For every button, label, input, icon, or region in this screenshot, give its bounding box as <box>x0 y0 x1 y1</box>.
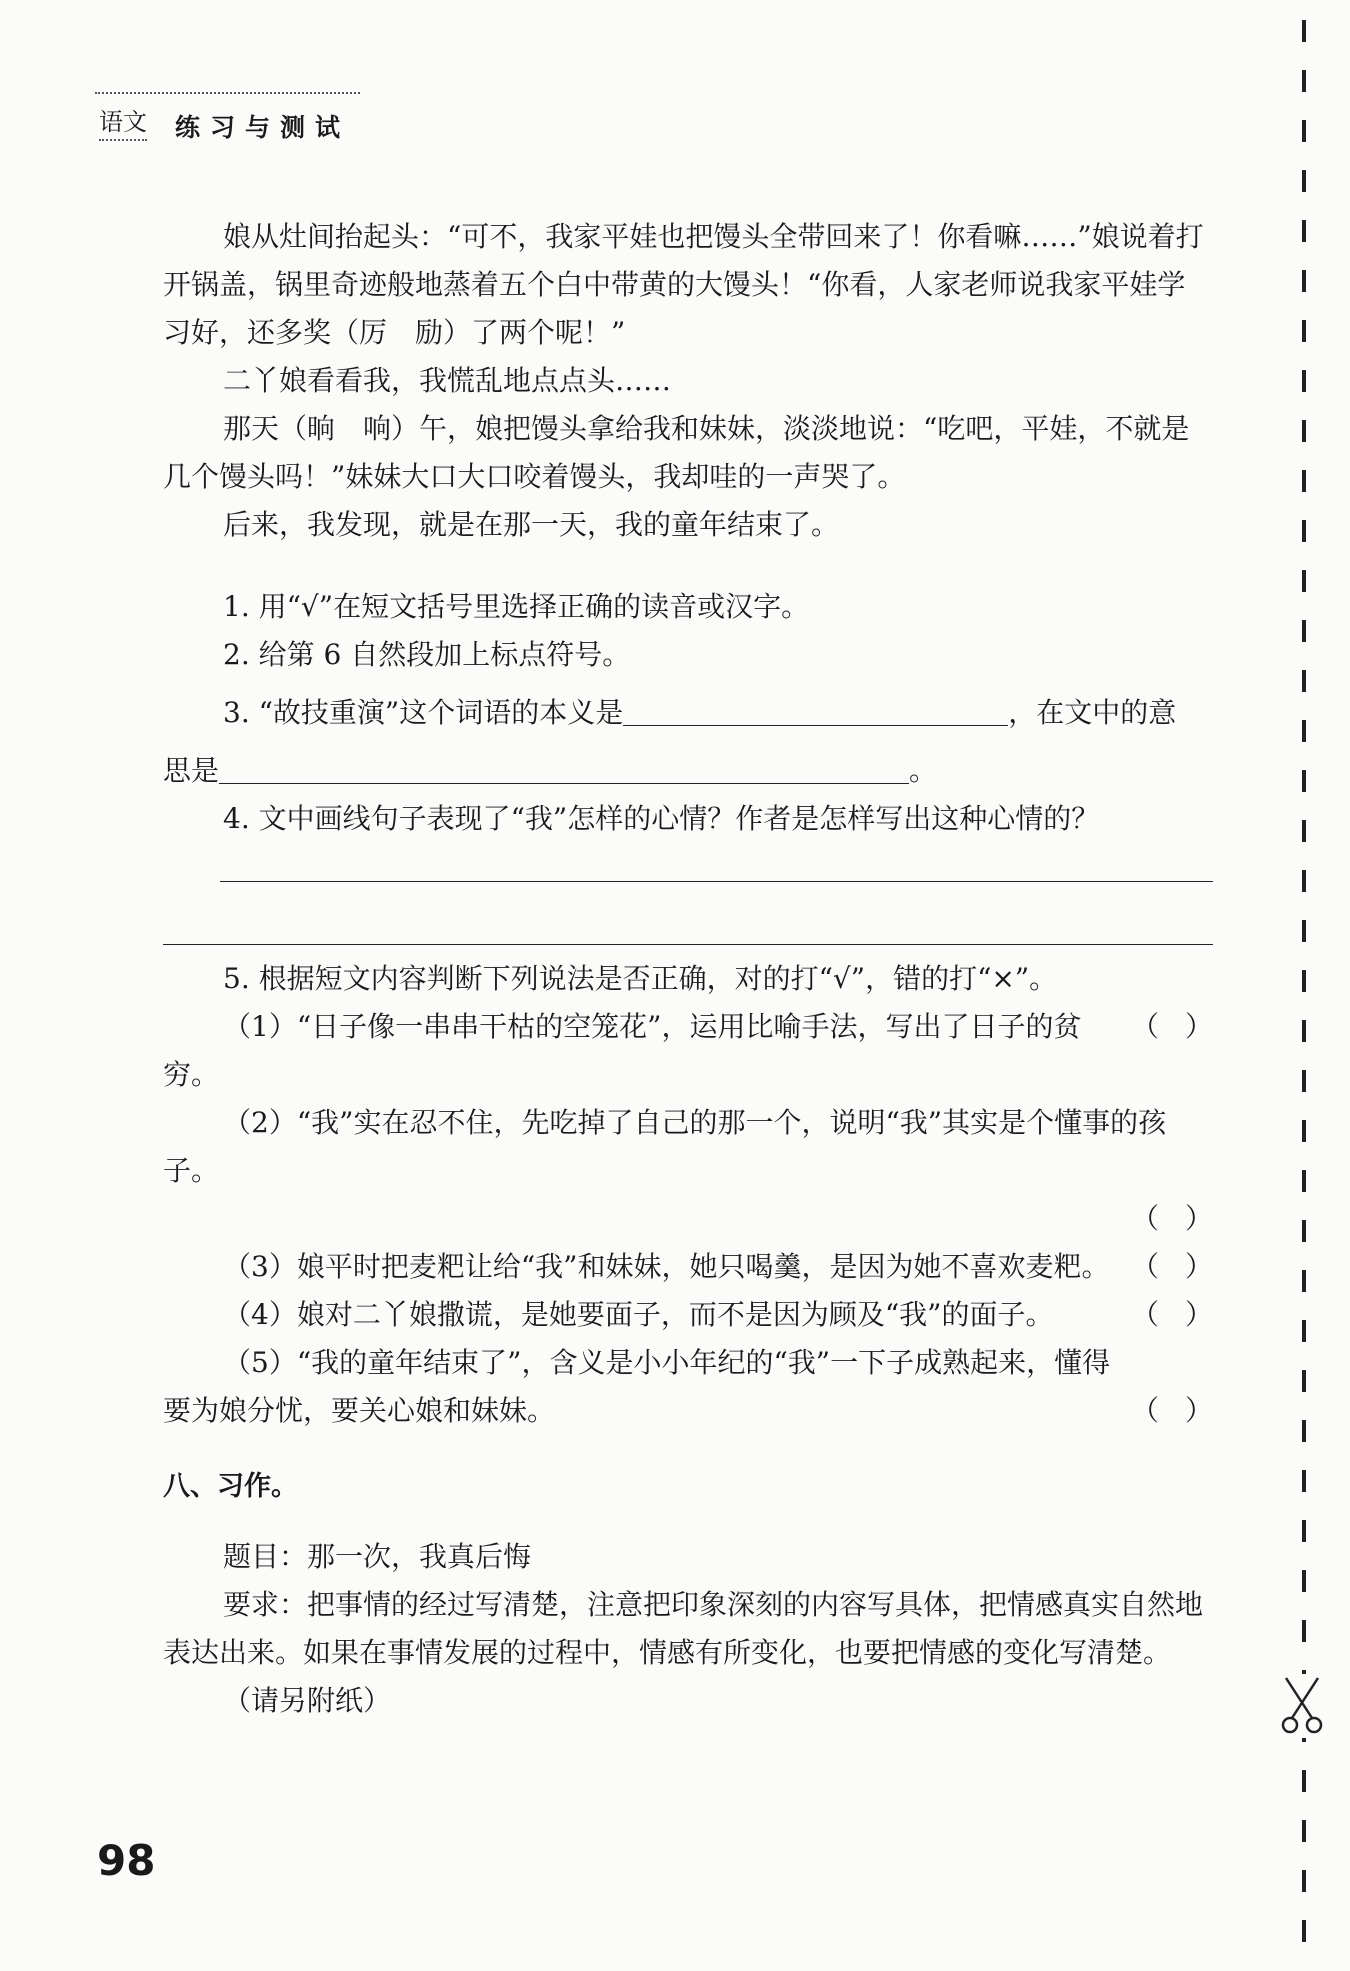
question-3-text: ，在文中的意 <box>1008 696 1177 729</box>
passage-paragraph: 二丫娘看看我，我慌乱地点点头…… <box>223 364 672 397</box>
writing-requirement: 要求：把事情的经过写清楚，注意把印象深刻的内容写具体，把情感真实自然地表达出来。如果在事情发展的过程中，情感有所变化，也要把情感的变化写清楚。 <box>163 1588 1204 1669</box>
writing-note: （请另附纸） <box>223 1684 392 1717</box>
judgement-text: （3）娘平时把麦粑让给“我”和妹妹，她只喝羹，是因为她不喜欢麦粑。 <box>223 1250 1110 1283</box>
paren-open: （ <box>1131 1298 1160 1331</box>
answer-blank[interactable] <box>219 757 909 784</box>
cut-line <box>1302 20 1306 1955</box>
passage-paragraph: 那天（晌 响）午，娘把馒头拿给我和妹妹，淡淡地说：“吃吧，平娃，不就是几个馒头吗！”妹妹大口大口咬着馒头，我却哇的一声哭了。 <box>163 412 1190 493</box>
paren-close: ） <box>1184 1394 1213 1427</box>
paren-open: （ <box>1131 1010 1160 1043</box>
question-1: 1. 用“√”在短文括号里选择正确的读音或汉字。 <box>223 590 810 623</box>
answer-parentheses[interactable] <box>1131 1195 1213 1243</box>
judgement-item <box>163 1291 1213 1339</box>
question-3-text: 思是 <box>163 754 220 787</box>
judgement-item <box>163 1339 1213 1435</box>
answer-parentheses[interactable] <box>1131 1243 1213 1291</box>
paren-open: （ <box>1131 1250 1160 1283</box>
question-3-continued <box>163 747 1213 795</box>
passage-paragraph: 后来，我发现，就是在那一天，我的童年结束了。 <box>223 508 840 541</box>
question-2: 2. 给第 6 自然段加上标点符号。 <box>223 638 631 671</box>
page-number: 98 <box>97 1836 156 1885</box>
answer-parentheses[interactable] <box>1131 1003 1213 1051</box>
question-4: 4. 文中画线句子表现了“我”怎样的心情？作者是怎样写出这种心情的？ <box>223 802 1100 835</box>
paren-close: ） <box>1184 1202 1213 1235</box>
answer-parentheses[interactable] <box>1131 1291 1213 1339</box>
section-8-title: 八、习作。 <box>163 1471 298 1502</box>
main-content <box>163 213 1213 1725</box>
judgement-text: （2）“我”实在忍不住，先吃掉了自己的那一个，说明“我”其实是个懂事的孩子。 <box>163 1106 1167 1187</box>
judgement-item <box>163 1099 1213 1243</box>
judgement-item <box>163 1243 1213 1291</box>
book-title: 练习与测试 <box>175 113 351 142</box>
answer-blank[interactable] <box>623 699 1008 726</box>
paren-close: ） <box>1184 1010 1213 1043</box>
question-3-text: 。 <box>909 754 938 787</box>
page-header <box>95 92 360 140</box>
question-3 <box>163 689 1213 737</box>
judgement-item <box>163 1003 1213 1099</box>
passage-paragraph: 娘从灶间抬起头：“可不，我家平娃也把馒头全带回来了！你看嘛……”娘说着打开锅盖，锅里奇迹般地蒸着五个白中带黄的大馒头！“你看，人家老师说我家平娃学习好，还多奖（厉 励）了两个呢！” <box>163 220 1204 349</box>
subject-label: 语文 <box>99 102 147 141</box>
question-3-text: 3. “故技重演”这个词语的本义是 <box>223 696 624 729</box>
scissors-icon <box>1278 1674 1326 1738</box>
judgement-text: （4）娘对二丫娘撒谎，是她要面子，而不是因为顾及“我”的面子。 <box>223 1298 1054 1331</box>
writing-topic: 题目：那一次，我真后悔 <box>223 1540 532 1573</box>
question-5: 5. 根据短文内容判断下列说法是否正确，对的打“√”，错的打“×”。 <box>223 962 1058 995</box>
paren-close: ） <box>1184 1298 1213 1331</box>
judgement-text: （1）“日子像一串串干枯的空笼花”，运用比喻手法，写出了日子的贫穷。 <box>163 1010 1082 1091</box>
answer-parentheses[interactable] <box>1131 1387 1213 1435</box>
paren-open: （ <box>1131 1394 1160 1427</box>
paren-close: ） <box>1184 1250 1213 1283</box>
paren-open: （ <box>1131 1202 1160 1235</box>
judgement-text: （5）“我的童年结束了”，含义是小小年纪的“我”一下子成熟起来，懂得要为娘分忧，要关心娘和妹妹。 <box>163 1346 1111 1427</box>
